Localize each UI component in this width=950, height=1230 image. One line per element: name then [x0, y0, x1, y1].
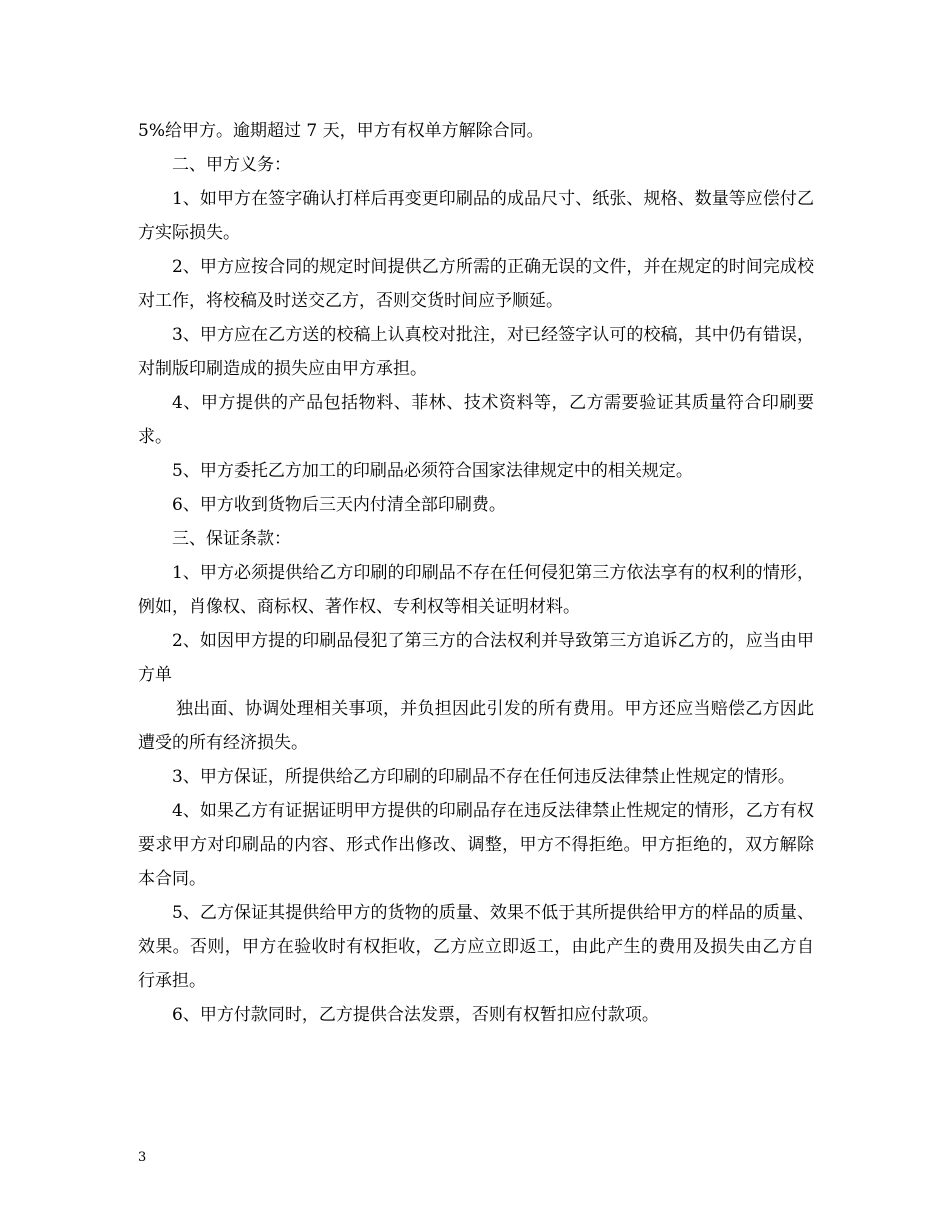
- paragraph-guarantee-2: 2、如因甲方提的印刷品侵犯了第三方的合法权利并导致第三方追诉乙方的，应当由甲方单: [138, 631, 814, 685]
- paragraph-guarantee-5: 5、乙方保证其提供给甲方的货物的质量、效果不低于其所提供给甲方的样品的质量、效果。否则，甲方在验收时有权拒收，乙方应立即返工，由此产生的费用及损失由乙方自行承担。: [138, 903, 814, 991]
- paragraph-continuation-penalty: 5%给甲方。逾期超过 7 天，甲方有权单方解除合同。: [138, 121, 544, 141]
- page-number: 3: [138, 1150, 147, 1165]
- paragraph-guarantee-1: 1、甲方必须提供给乙方印刷的印刷品不存在任何侵犯第三方依法享有的权利的情形，例如，肖像权、商标权、著作权、专利权等相关证明材料。: [138, 563, 814, 617]
- paragraph-obligation-5: 5、甲方委托乙方加工的印刷品必须符合国家法律规定中的相关规定。: [172, 461, 693, 481]
- paragraph-obligation-6: 6、甲方收到货物后三天内付清全部印刷费。: [172, 495, 506, 515]
- paragraph-obligation-2: 2、甲方应按合同的规定时间提供乙方所需的正确无误的文件，并在规定的时间完成校对工作，将校稿及时送交乙方，否则交货时间应予顺延。: [138, 257, 814, 311]
- paragraph-guarantee-3: 3、甲方保证，所提供给乙方印刷的印刷品不存在任何违反法律禁止性规定的情形。: [172, 767, 795, 787]
- paragraph-obligation-4: 4、甲方提供的产品包括物料、菲林、技术资料等，乙方需要验证其质量符合印刷要求。: [138, 393, 814, 447]
- paragraph-guarantee-2-continued: 独出面、协调处理相关事项，并负担因此引发的所有费用。甲方还应当赔偿乙方因此遭受的所有经济损失。: [138, 699, 814, 753]
- paragraph-guarantee-6: 6、甲方付款同时，乙方提供合法发票，否则有权暂扣应付款项。: [172, 1005, 659, 1025]
- heading-party-a-obligations: 二、甲方义务：: [172, 155, 291, 175]
- paragraph-obligation-1: 1、如甲方在签字确认打样后再变更印刷品的成品尺寸、纸张、规格、数量等应偿付乙方实际损失。: [138, 189, 814, 243]
- contract-body: [138, 114, 814, 1032]
- paragraph-guarantee-4: 4、如果乙方有证据证明甲方提供的印刷品存在违反法律禁止性规定的情形，乙方有权要求甲方对印刷品的内容、形式作出修改、调整，甲方不得拒绝。甲方拒绝的，双方解除本合同。: [138, 801, 814, 889]
- heading-guarantee-terms: 三、保证条款：: [172, 529, 291, 549]
- paragraph-obligation-3: 3、甲方应在乙方送的校稿上认真校对批注，对已经签字认可的校稿，其中仍有错误，对制版印刷造成的损失应由甲方承担。: [138, 325, 814, 379]
